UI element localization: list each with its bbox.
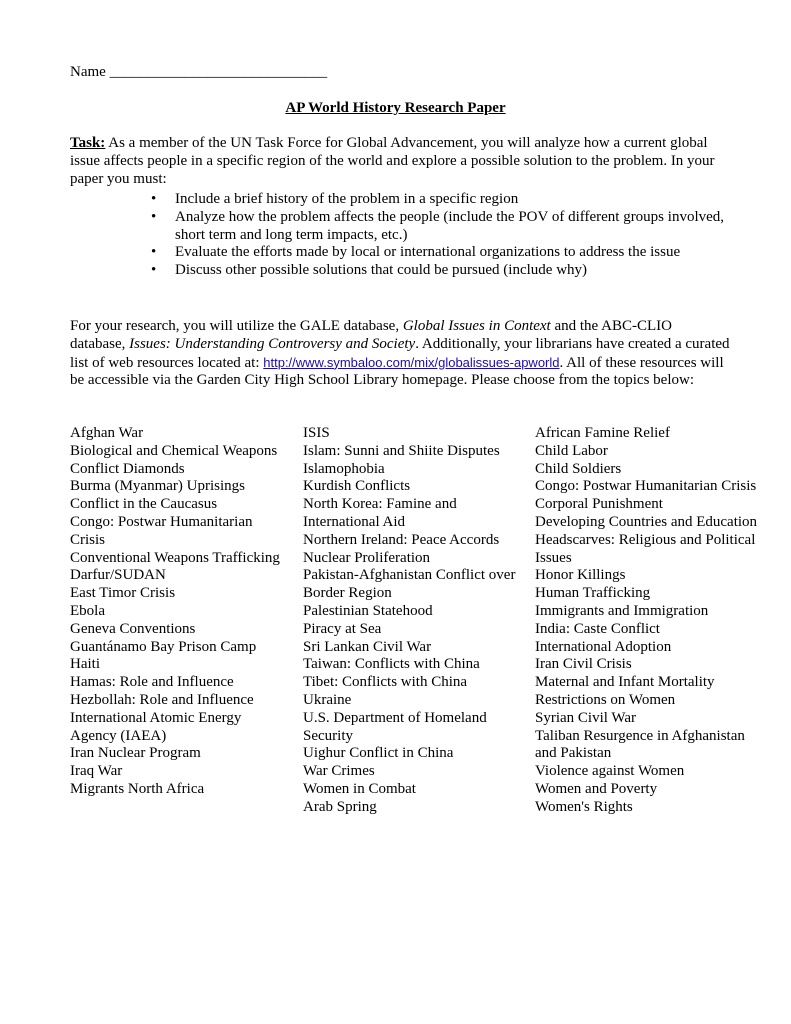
topic-item: Haiti: [70, 656, 100, 673]
abc-clio-title: Issues: Understanding Controversy and Society: [129, 335, 416, 352]
task-paragraph: [70, 135, 730, 188]
gale-title: Global Issues in Context: [402, 318, 551, 334]
topic-item: Islamophobia: [303, 460, 385, 477]
research-paragraph: [70, 318, 730, 390]
topic-item: International Adoption: [535, 638, 672, 655]
topic-item: Northern Ireland: Peace Accords: [303, 531, 500, 548]
topic-item: India: Caste Conflict: [535, 620, 660, 637]
topic-item: Darfur/SUDAN: [70, 567, 166, 584]
topic-item: Conventional Weapons Trafficking: [70, 549, 280, 566]
topic-item: Syrian Civil War: [535, 709, 637, 726]
topic-item: Nuclear Proliferation: [303, 549, 431, 566]
topic-item: Child Soldiers: [535, 460, 622, 477]
topics-column-2: [303, 425, 523, 817]
topic-item: Biological and Chemical Weapons: [70, 442, 278, 459]
list-item: • Evaluate the efforts made by local or international organizations to address the issue: [151, 244, 731, 262]
topic-item: Sri Lankan Civil War: [303, 638, 432, 655]
topic-item: Tibet: Conflicts with China: [303, 674, 468, 691]
list-item: • Include a brief history of the problem in a specific region: [151, 191, 731, 209]
topic-item: Uighur Conflict in China: [303, 745, 454, 762]
list-item: • Discuss other possible solutions that could be pursued (include why): [151, 262, 731, 280]
topic-item: International Atomic Energy Agency (IAEA): [70, 709, 242, 744]
topic-item: African Famine Relief: [535, 425, 670, 441]
topic-item: Migrants North Africa: [70, 780, 205, 797]
topic-item: Ebola: [70, 602, 105, 619]
topic-item: Immigrants and Immigration: [535, 602, 709, 619]
topic-item: Congo: Postwar Humanitarian Crisis: [535, 478, 757, 495]
topic-item: Afghan War: [70, 425, 144, 441]
topic-item: Iran Nuclear Program: [70, 745, 201, 762]
topic-item: Women's Rights: [535, 798, 633, 815]
topic-item: Honor Killings: [535, 567, 626, 584]
research-text: For your research, you will utilize the GALE database,: [70, 318, 403, 334]
topic-item: ISIS: [303, 425, 330, 441]
topic-item: Piracy at Sea: [303, 620, 382, 637]
task-bullets: [151, 191, 731, 280]
research-text: and the ABC-CLIO database,: [70, 318, 672, 352]
research-text: . All of these resources will be accessible via the Garden City High School Library homepage. Please choose from the topics below:: [70, 354, 724, 389]
topic-item: Taliban Resurgence in Afghanistan and Pakistan: [535, 727, 745, 762]
topic-item: Burma (Myanmar) Uprisings: [70, 478, 245, 495]
topic-item: Headscarves: Religious and Political Issues: [535, 531, 756, 566]
topic-item: North Korea: Famine and International Aid: [303, 496, 457, 530]
topics-column-3: [535, 425, 765, 817]
topic-item: Human Trafficking: [535, 585, 651, 602]
topic-item: War Crimes: [303, 763, 375, 780]
topic-item: Maternal and Infant Mortality: [535, 674, 715, 691]
topic-item: Hamas: Role and Influence: [70, 674, 234, 691]
topics-column-1: [70, 425, 290, 799]
topic-item: Kurdish Conflicts: [303, 478, 411, 495]
topic-item: Guantánamo Bay Prison Camp: [70, 638, 257, 655]
topic-item: Iran Civil Crisis: [535, 656, 632, 673]
topic-item: Developing Countries and Education: [535, 513, 758, 530]
topic-item: Women and Poverty: [535, 780, 658, 797]
topic-item: Taiwan: Conflicts with China: [303, 656, 480, 673]
topic-item: Child Labor: [535, 442, 608, 459]
task-label: Task:: [70, 135, 106, 151]
topic-item: U.S. Department of Homeland Security: [303, 709, 487, 744]
topic-item: Restrictions on Women: [535, 691, 676, 708]
topic-item: Iraq War: [70, 763, 123, 780]
research-text: . Additionally, your librarians have created a curated list of web resources located at:: [70, 335, 730, 371]
task-text: As a member of the UN Task Force for Global Advancement, you will analyze how a current global issue affects people in a specific region of the world and explore a possible solution to the problem. In your paper you must:: [70, 135, 715, 187]
list-item: • Analyze how the problem affects the people (include the POV of different groups involved, short term and long term impacts, etc.): [151, 209, 731, 245]
topic-item: Conflict Diamonds: [70, 460, 185, 477]
name-blank: _____________________________: [109, 64, 328, 80]
topic-item: Geneva Conventions: [70, 620, 196, 637]
topic-item: Corporal Punishment: [535, 496, 663, 513]
topic-item: Conflict in the Caucasus: [70, 496, 218, 513]
name-label: Name: [70, 64, 106, 80]
page-title: AP World History Research Paper: [285, 100, 506, 116]
topic-item: Women in Combat: [303, 780, 416, 797]
topic-item: Ukraine: [303, 691, 352, 708]
topic-item: Arab Spring: [303, 798, 377, 815]
topic-item: Palestinian Statehood: [303, 602, 433, 619]
topic-item: Pakistan-Afghanistan Conflict over Border Region: [303, 567, 516, 602]
topic-item: Congo: Postwar Humanitarian Crisis: [70, 513, 253, 548]
name-field: [70, 64, 327, 82]
topic-item: Hezbollah: Role and Influence: [70, 691, 254, 708]
topic-item: Islam: Sunni and Shiite Disputes: [303, 442, 500, 459]
topic-item: East Timor Crisis: [70, 585, 176, 602]
symbaloo-link[interactable]: http://www.symbaloo.com/mix/globalissues-apworld: [263, 354, 560, 370]
topic-item: Violence against Women: [535, 763, 685, 780]
